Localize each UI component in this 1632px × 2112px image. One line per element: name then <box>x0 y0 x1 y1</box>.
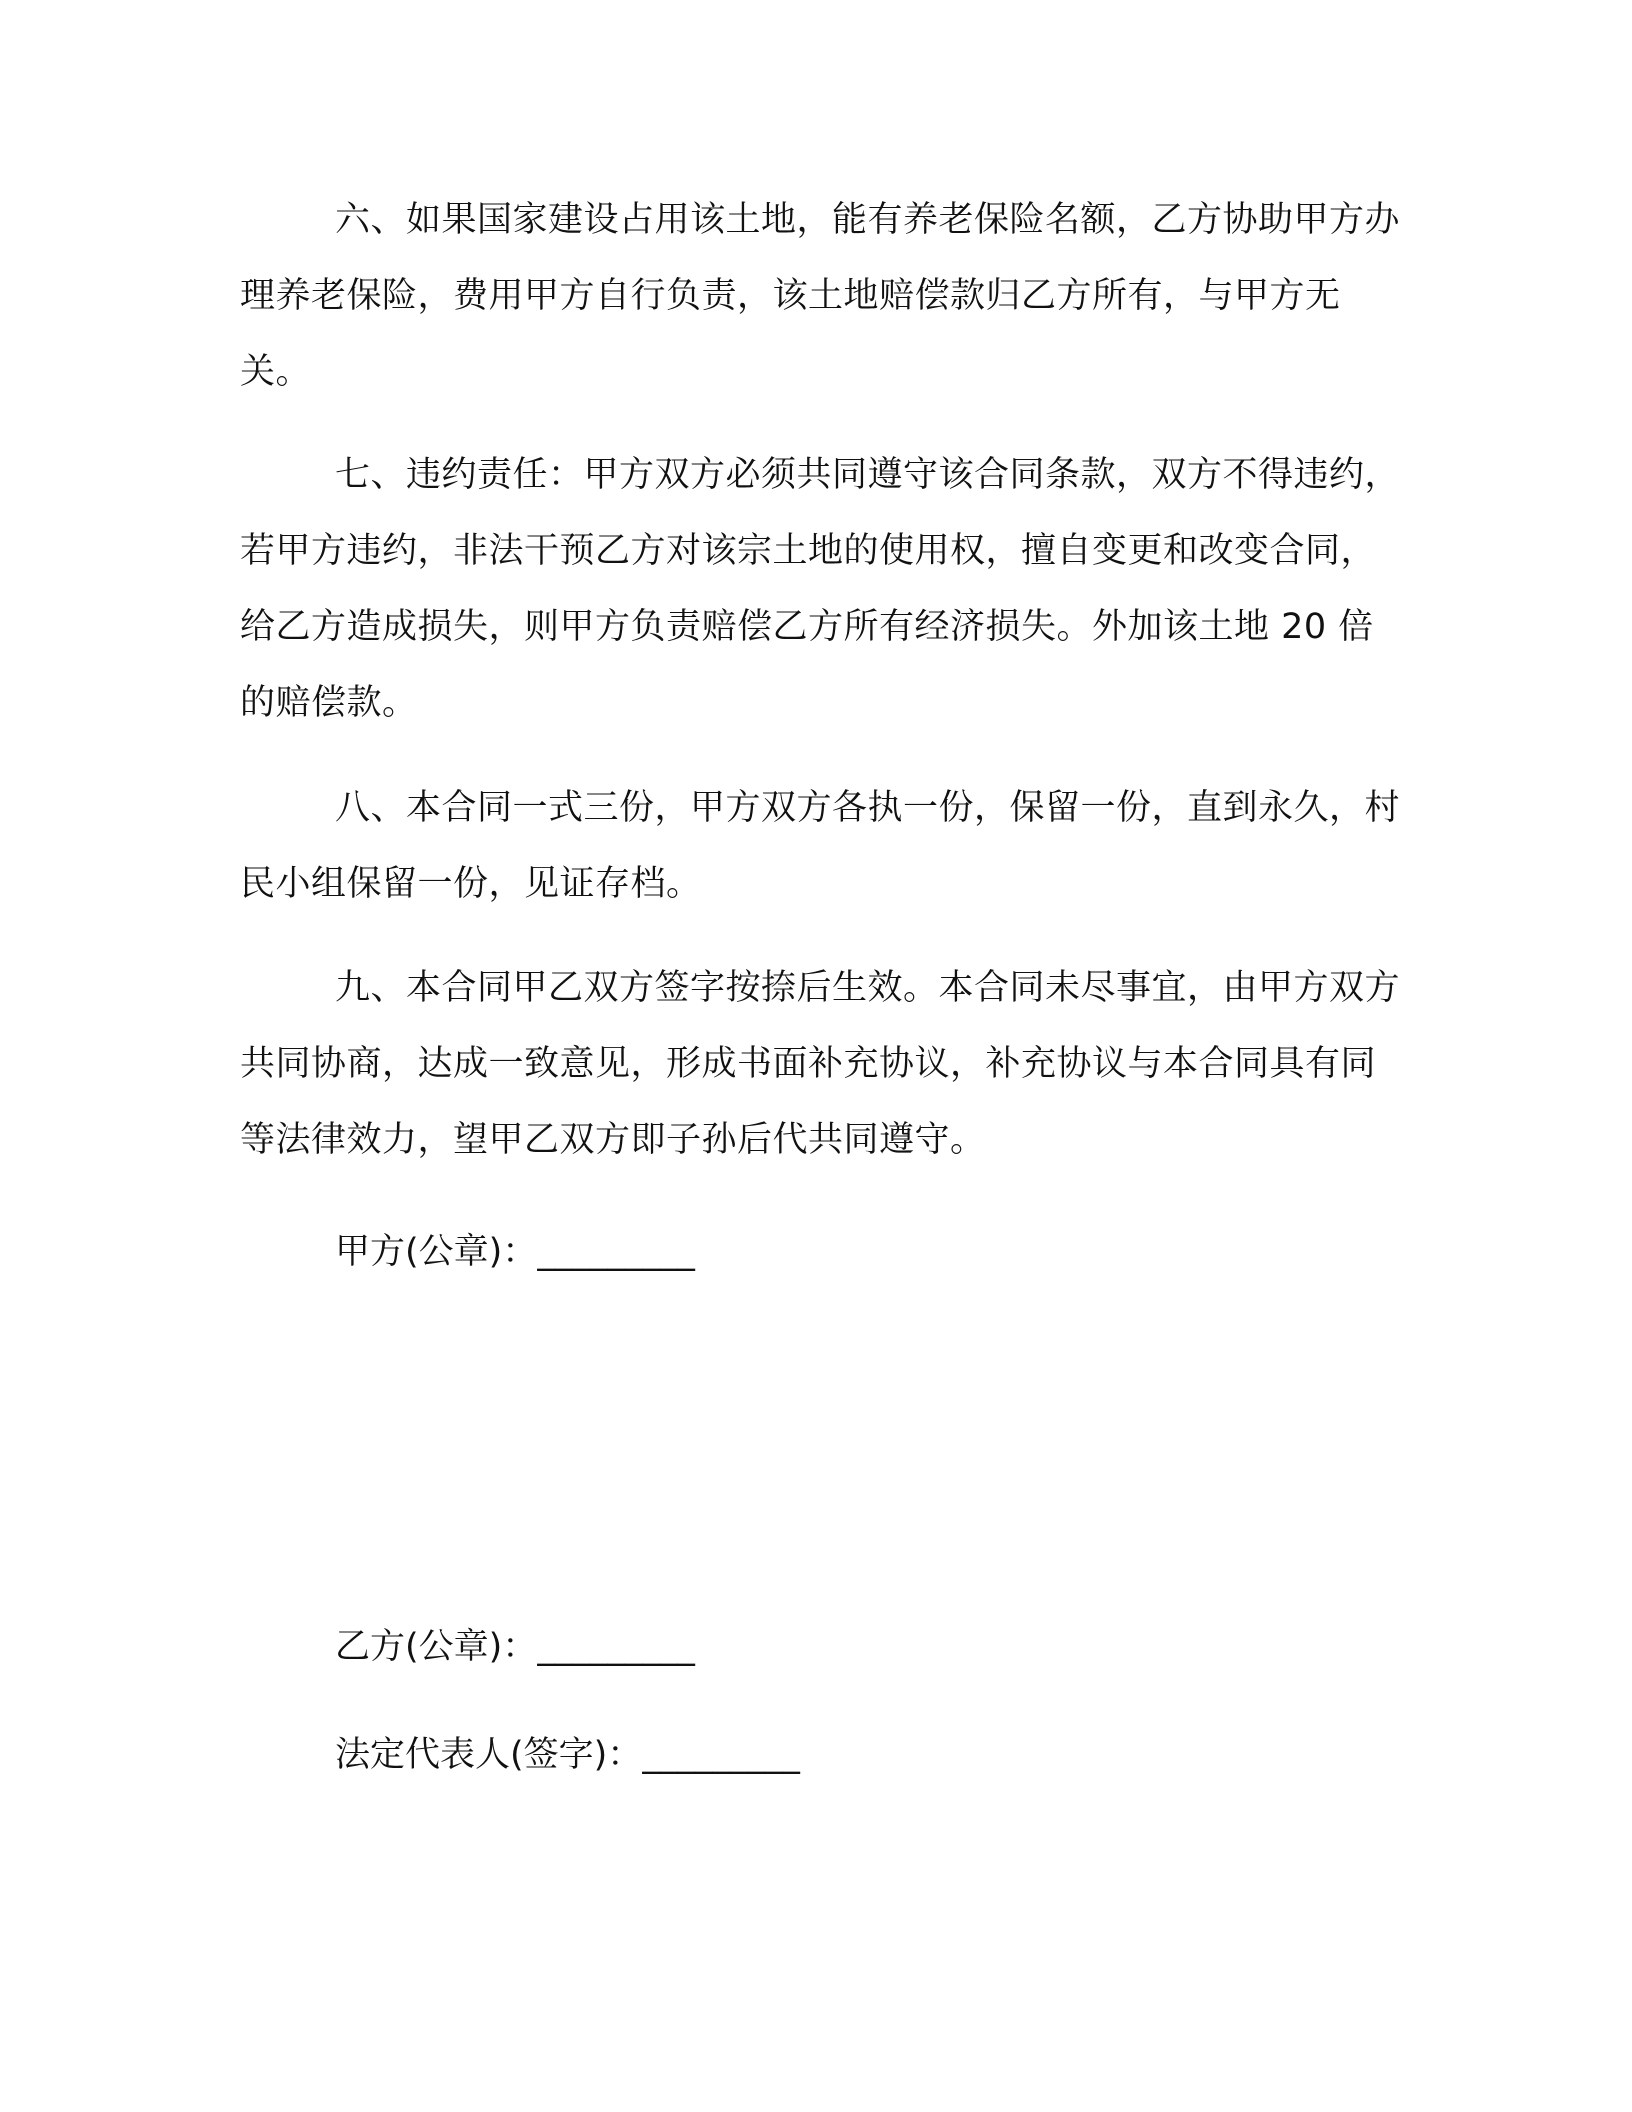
party-b-blank: _________ <box>537 1627 695 1667</box>
clause-seven: 七、违约责任：甲方双方必须共同遵守该合同条款，双方不得违约，若甲方违约，非法干预乙方对该宗土地的使用权，擅自变更和改变合同，给乙方造成损失，则甲方负责赔偿乙方所有经济损失。外加该土地 20 倍的赔偿款。 <box>240 455 1401 723</box>
party-a-label: 甲方(公章)： <box>335 1232 538 1272</box>
party-a-blank: _________ <box>537 1232 695 1272</box>
party-b-signature-line <box>335 1617 695 1677</box>
clause-eight: 八、本合同一式三份，甲方双方各执一份，保留一份，直到永久，村民小组保留一份，见证存档。 <box>240 788 1401 904</box>
clause-nine: 九、本合同甲乙双方签字按捺后生效。本合同未尽事宜，由甲方双方共同协商，达成一致意见，形成书面补充协议，补充协议与本合同具有同等法律效力，望甲乙双方即子孙后代共同遵守。 <box>240 968 1401 1160</box>
clause-six: 六、如果国家建设占用该土地，能有养老保险名额，乙方协助甲方办理养老保险，费用甲方自行负责，该土地赔偿款归乙方所有，与甲方无关。 <box>240 200 1401 392</box>
party-b-label: 乙方(公章)： <box>335 1627 538 1667</box>
representative-label: 法定代表人(签字)： <box>335 1735 643 1775</box>
party-a-signature-line <box>335 1222 695 1282</box>
representative-signature-line <box>335 1725 800 1785</box>
representative-blank: _________ <box>642 1735 800 1775</box>
